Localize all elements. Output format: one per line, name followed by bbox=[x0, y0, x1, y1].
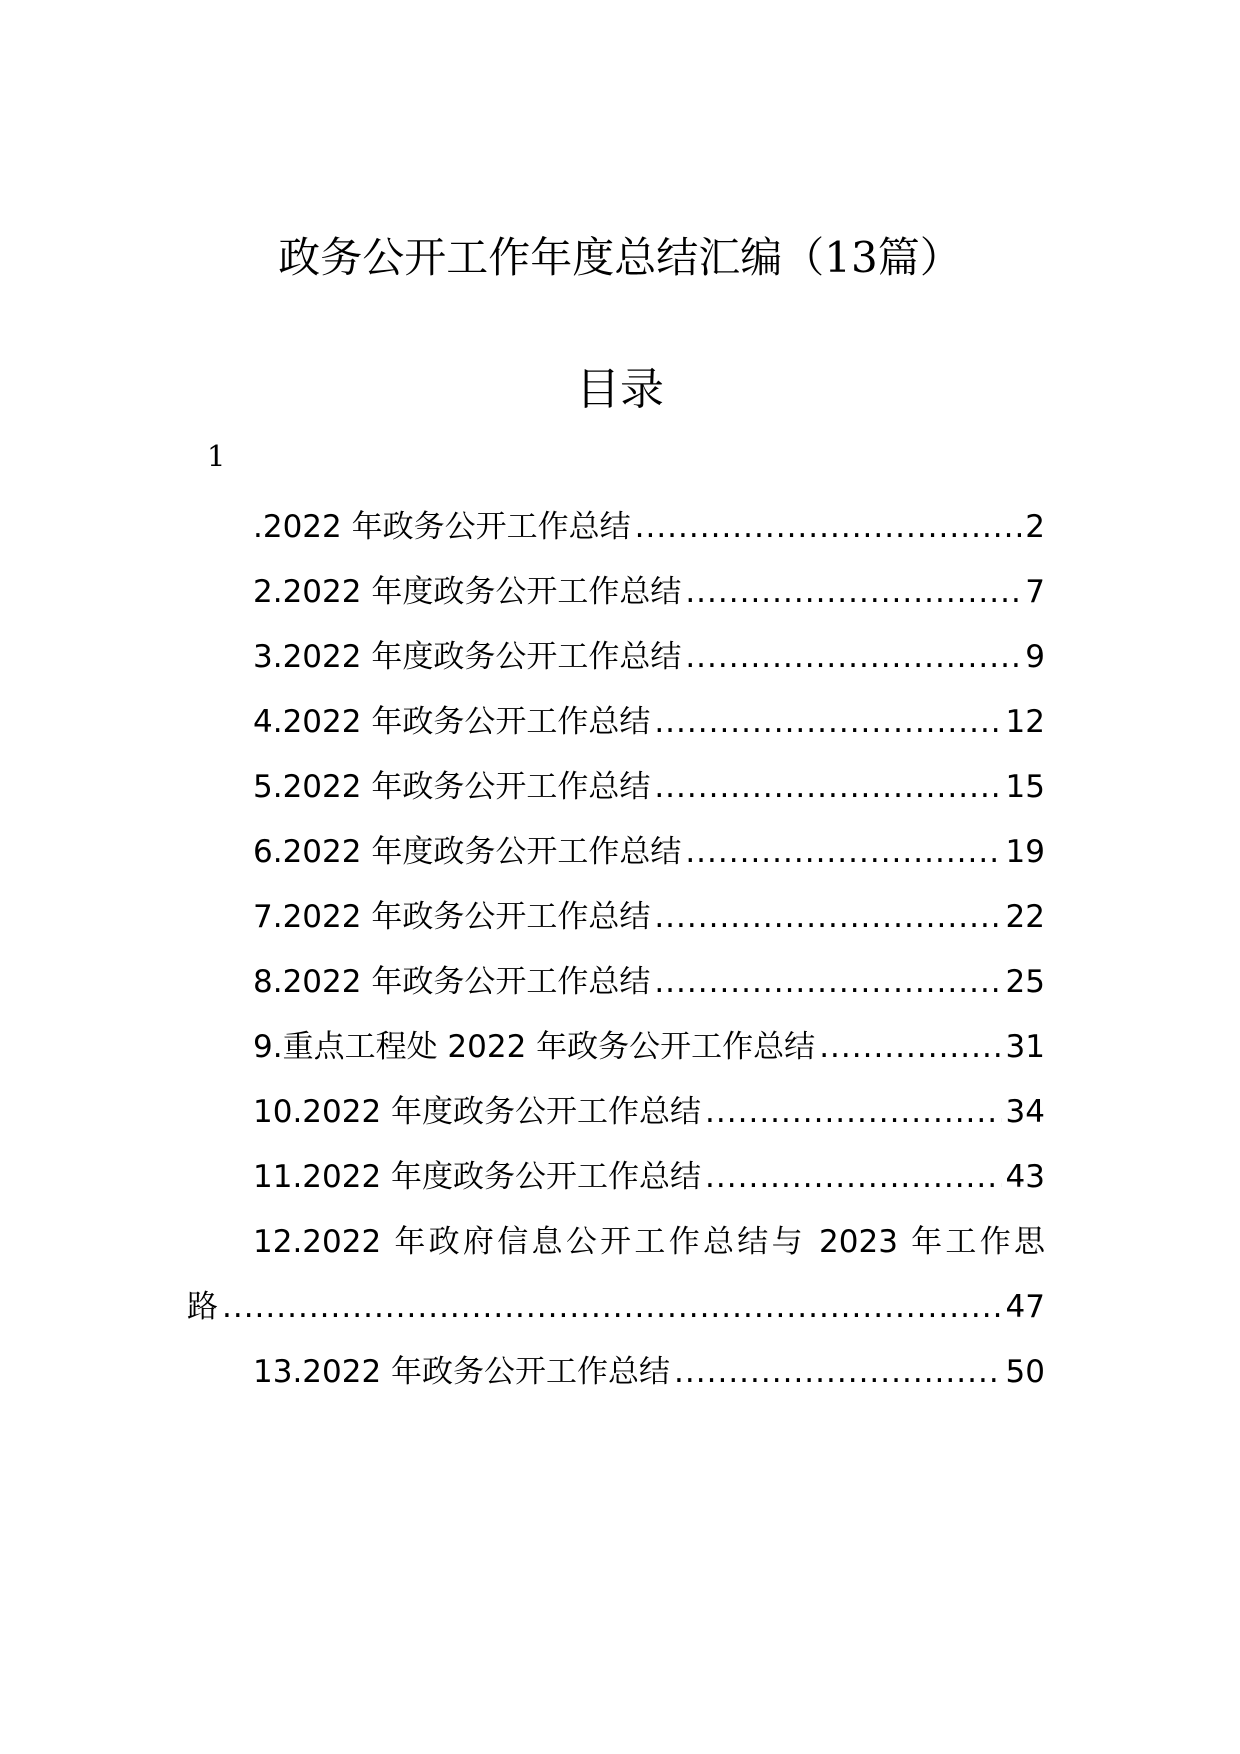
toc-entry-9[interactable] bbox=[0, 1015, 1240, 1080]
toc-entry-11[interactable] bbox=[0, 1145, 1240, 1210]
toc-entry-page: 9 bbox=[1025, 639, 1045, 675]
toc-entry-page: 34 bbox=[1005, 1094, 1045, 1130]
title-prefix: 政务公开工作年度总结汇编（ bbox=[278, 233, 825, 282]
toc-entry-3[interactable] bbox=[0, 625, 1240, 690]
toc-entry-page: 47 bbox=[1005, 1289, 1045, 1325]
title-suffix: 篇） bbox=[877, 233, 962, 282]
toc-entry-title: 10.2022 年度政务公开工作总结 bbox=[253, 1094, 702, 1130]
toc-entry-row bbox=[253, 690, 1045, 755]
toc-entry-row bbox=[253, 560, 1045, 625]
dot-leader bbox=[685, 625, 1021, 690]
toc-entry-1[interactable] bbox=[0, 495, 1240, 560]
dot-leader bbox=[222, 1275, 1002, 1340]
toc-entry-6[interactable] bbox=[0, 820, 1240, 885]
toc-entry-12[interactable] bbox=[0, 1210, 1240, 1340]
toc-entry-row bbox=[253, 885, 1045, 950]
toc-entry-row bbox=[253, 820, 1045, 885]
toc-entry-5[interactable] bbox=[0, 755, 1240, 820]
toc-entry-row bbox=[253, 495, 1045, 560]
toc-entry-8[interactable] bbox=[0, 950, 1240, 1015]
stray-number: 1 bbox=[207, 439, 226, 473]
dot-leader bbox=[705, 1080, 1002, 1145]
toc-entry-page: 2 bbox=[1025, 509, 1045, 545]
toc-entry-title: 11.2022 年度政务公开工作总结 bbox=[253, 1159, 702, 1195]
dot-leader bbox=[685, 560, 1021, 625]
toc-entry-title-line2: 路 bbox=[187, 1289, 218, 1325]
toc-entry-10[interactable] bbox=[0, 1080, 1240, 1145]
toc-entry-page: 19 bbox=[1005, 834, 1045, 870]
toc-entry-page: 31 bbox=[1005, 1029, 1045, 1065]
toc-heading: 目录 bbox=[576, 364, 664, 415]
dot-leader bbox=[635, 495, 1022, 560]
dot-leader bbox=[819, 1015, 1001, 1080]
toc-entry-title: 7.2022 年政务公开工作总结 bbox=[253, 899, 651, 935]
dot-leader bbox=[654, 950, 1001, 1015]
toc-entry-row bbox=[253, 1340, 1045, 1405]
dot-leader bbox=[654, 690, 1001, 755]
toc-entry-title: .2022 年政务公开工作总结 bbox=[253, 509, 631, 545]
toc-entry-13[interactable] bbox=[0, 1340, 1240, 1405]
toc-entry-title: 8.2022 年政务公开工作总结 bbox=[253, 964, 651, 1000]
title-count: 13 bbox=[824, 233, 878, 282]
toc-entry-page: 7 bbox=[1025, 574, 1045, 610]
document-title bbox=[0, 228, 1240, 288]
toc-entry-page: 25 bbox=[1005, 964, 1045, 1000]
toc-entry-title: 9.重点工程处 2022 年政务公开工作总结 bbox=[253, 1029, 816, 1065]
dot-leader bbox=[654, 885, 1001, 950]
toc-entry-page: 15 bbox=[1005, 769, 1045, 805]
dot-leader bbox=[705, 1145, 1002, 1210]
toc-entry-row bbox=[187, 1275, 1045, 1340]
toc-entry-page: 12 bbox=[1005, 704, 1045, 740]
dot-leader bbox=[674, 1340, 1002, 1405]
toc-entry-page: 43 bbox=[1005, 1159, 1045, 1195]
toc-entry-7[interactable] bbox=[0, 885, 1240, 950]
toc-entry-row bbox=[253, 1145, 1045, 1210]
toc-entry-title: 2.2022 年度政务公开工作总结 bbox=[253, 574, 682, 610]
toc-entry-title: 5.2022 年政务公开工作总结 bbox=[253, 769, 651, 805]
toc-entry-page: 22 bbox=[1005, 899, 1045, 935]
toc-entry-4[interactable] bbox=[0, 690, 1240, 755]
toc-entry-row bbox=[253, 755, 1045, 820]
toc-entry-row bbox=[253, 625, 1045, 690]
toc-entry-title: 4.2022 年政务公开工作总结 bbox=[253, 704, 651, 740]
toc-entry-title: 13.2022 年政务公开工作总结 bbox=[253, 1354, 671, 1390]
toc-entry-page: 50 bbox=[1005, 1354, 1045, 1390]
dot-leader bbox=[654, 755, 1001, 820]
toc-entry-row bbox=[253, 1080, 1045, 1145]
toc-entry-title-line1: 12.2022 年政府信息公开工作总结与 2023 年工作思 bbox=[253, 1224, 1045, 1260]
toc-entry-title: 3.2022 年度政务公开工作总结 bbox=[253, 639, 682, 675]
table-of-contents bbox=[0, 495, 1240, 1405]
toc-entry-row bbox=[253, 950, 1045, 1015]
dot-leader bbox=[685, 820, 1001, 885]
toc-entry-title: 6.2022 年度政务公开工作总结 bbox=[253, 834, 682, 870]
toc-entry-row bbox=[253, 1015, 1045, 1080]
toc-entry-2[interactable] bbox=[0, 560, 1240, 625]
